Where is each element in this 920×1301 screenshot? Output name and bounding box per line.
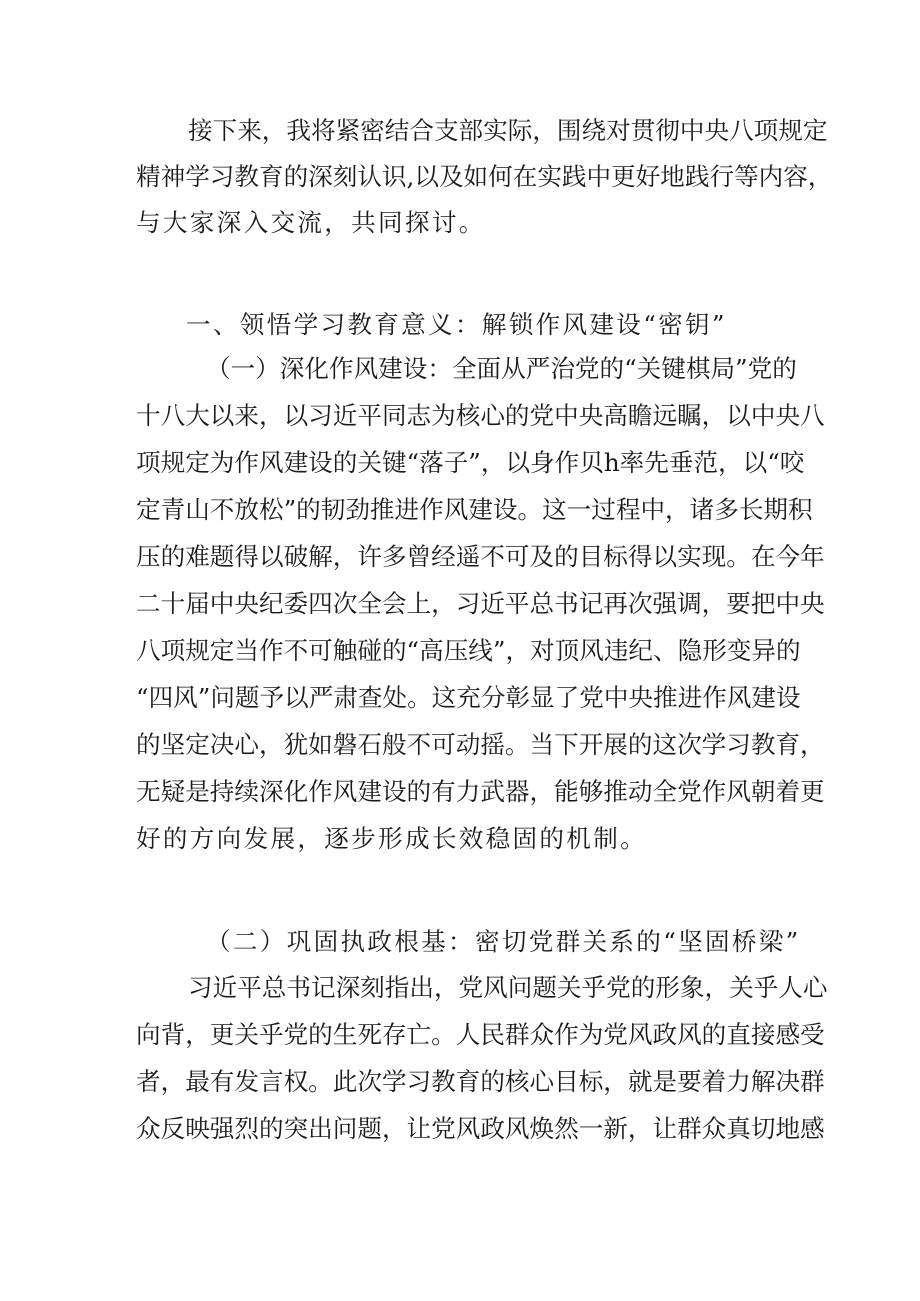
sub2-line-4: 众反映强烈的突出问题，让党风政风焕然一新，让群众真切地感 [136, 1114, 825, 1143]
sub2-heading: （二）巩固执政根基：密切党群关系的“坚固桥梁” [206, 927, 801, 956]
sub1-line-6: 八项规定当作不可触碰的“高压线”，对顶风违纪、隐形变异的 [136, 636, 801, 665]
sub1-line-10: 好的方向发展，逐步形成长效稳固的机制。 [136, 824, 647, 853]
sub1-line-5: 二十届中央纪委四次全会上，习近平总书记再次强调，要把中央 [136, 589, 825, 618]
section1-heading: 一、领悟学习教育意义：解锁作风建设“密钥” [186, 310, 727, 339]
sub1-line-1: 十八大以来，以习近平同志为核心的党中央高瞻远瞩，以中央八 [136, 401, 825, 430]
sub1-line-3: 定青山不放松”的韧劲推进作风建设。这一过程中，诸多长期积 [136, 495, 813, 524]
sub1-line-7: “四风”问题予以严肃查处。这充分彰显了党中央推进作风建设 [136, 683, 801, 712]
intro-line-2: 精神学习教育的深刻认识,以及如何在实践中更好地践行等内容， [136, 162, 833, 191]
intro-line-3: 与大家深入交流，共同探讨。 [136, 208, 486, 237]
sub1-line-8: 的坚定决心，犹如磐石般不可动摇。当下开展的这次学习教育， [136, 730, 825, 759]
sub2-line-2: 向背，更关乎党的生死存亡。人民群众作为党风政风的直接感受 [136, 1020, 825, 1049]
sub2-line-1: 习近平总书记深刻指出，党风问题关乎党的形象，关乎人心 [188, 973, 828, 1002]
sub1-heading: （一）深化作风建设：全面从严治党的“关键棋局”党的 [206, 354, 797, 383]
intro-line-1: 接下来，我将紧密结合支部实际，围绕对贯彻中央八项规定 [188, 116, 828, 145]
sub1-line-2: 项规定为作风建设的关键“落子”，以身作贝h率先垂范，以“咬 [136, 448, 805, 477]
sub2-line-3: 者，最有发言权。此次学习教育的核心目标，就是要着力解决群 [136, 1067, 825, 1096]
sub1-line-4: 压的难题得以破解，许多曾经遥不可及的目标得以实现。在今年 [136, 542, 825, 571]
sub1-line-9: 无疑是持续深化作风建设的有力武器，能够推动全党作风朝着更 [136, 777, 825, 806]
